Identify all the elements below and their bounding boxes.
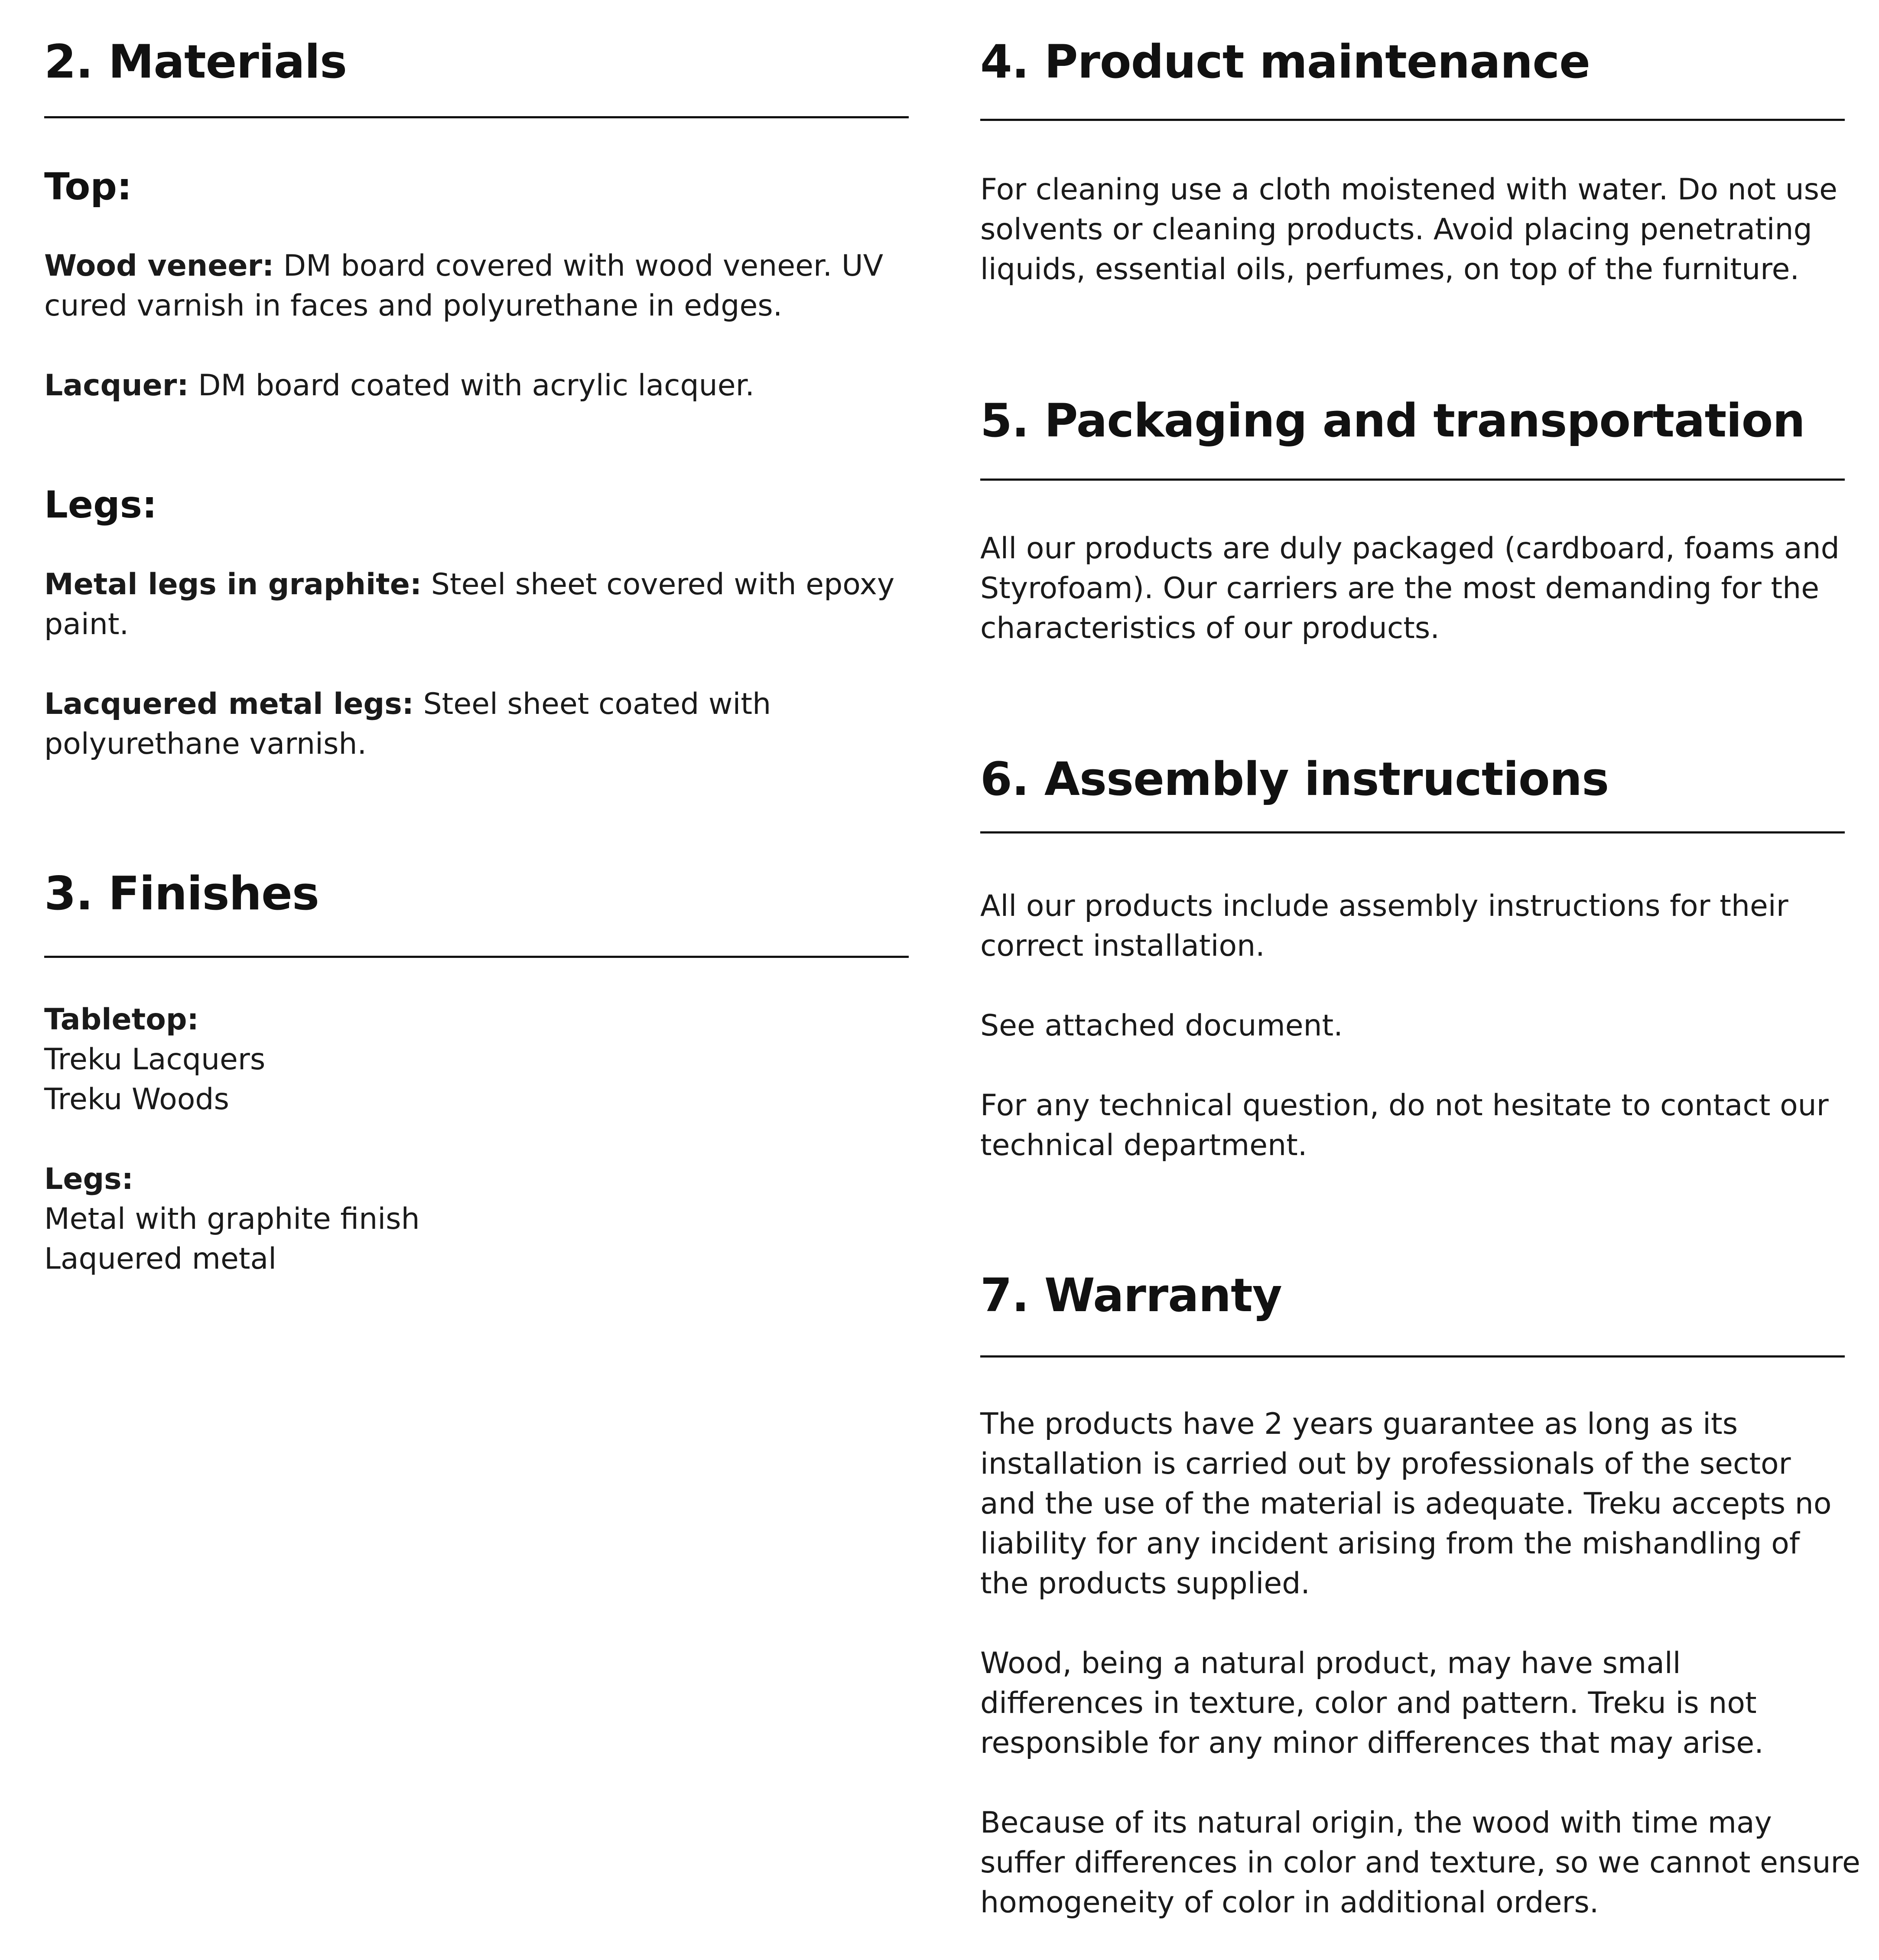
assembly-p1 (980, 886, 1845, 966)
wood-veneer-text-line2: cured varnish in faces and polyurethane in edges. (44, 289, 783, 323)
tabletop-item: Treku Woods (44, 1082, 229, 1117)
graphite-legs-label: Metal legs in graphite: (44, 567, 422, 602)
maintenance-title: 4. Product maintenance (980, 35, 1590, 88)
packaging-section (980, 393, 1845, 645)
maintenance-divider (980, 119, 1845, 121)
assembly-divider (980, 831, 1845, 833)
tabletop-group (44, 1000, 909, 1120)
warranty-p3 (980, 1803, 1860, 1923)
lacquered-legs-label: Lacquered metal legs: (44, 687, 414, 721)
lacquered-legs-item (44, 684, 909, 764)
warranty-p2 (980, 1644, 1845, 1763)
warranty-line: differences in texture, color and pattern. Treku is not (980, 1686, 1757, 1720)
packaging-divider (980, 479, 1845, 481)
wood-veneer-text: DM board covered with wood veneer. UV (274, 249, 884, 283)
warranty-line: homogeneity of color in additional orders. (980, 1885, 1599, 1920)
maintenance-section (980, 34, 1845, 287)
packaging-line: Styrofoam). Our carriers are the most demanding for the (980, 571, 1820, 606)
assembly-line: technical department. (980, 1128, 1307, 1162)
assembly-section (980, 751, 1845, 1162)
legs-finish-item: Laquered metal (44, 1242, 277, 1276)
maintenance-text (980, 170, 1845, 290)
warranty-line: installation is carried out by professionals of the sector (980, 1447, 1791, 1481)
finishes-legs-group (44, 1159, 909, 1279)
materials-title: 2. Materials (44, 35, 347, 88)
wood-veneer-item (44, 246, 909, 326)
warranty-title: 7. Warranty (980, 1269, 1282, 1322)
lacquer-text: DM board coated with acrylic lacquer. (189, 368, 754, 403)
assembly-line: All our products include assembly instructions for their (980, 889, 1788, 923)
assembly-p2 (980, 1006, 1845, 1046)
finishes-legs-heading: Legs: (44, 1162, 133, 1196)
packaging-title: 5. Packaging and transportation (980, 394, 1805, 447)
tabletop-item: Treku Lacquers (44, 1042, 266, 1077)
packaging-line: All our products are duly packaged (cardboard, foams and (980, 531, 1840, 566)
assembly-attached-doc: See attached document. (980, 1009, 1343, 1043)
lacquered-legs-text: Steel sheet coated with (413, 687, 771, 721)
materials-top-group (44, 163, 909, 211)
warranty-divider (980, 1355, 1845, 1358)
legs-heading: Legs: (44, 483, 157, 527)
packaging-text (980, 529, 1845, 648)
warranty-line: Wood, being a natural product, may have small (980, 1646, 1681, 1680)
warranty-line: The products have 2 years guarantee as long as its (980, 1407, 1738, 1441)
warranty-line: and the use of the material is adequate. Treku accepts no (980, 1487, 1832, 1521)
graphite-legs-text: Steel sheet covered with epoxy (422, 567, 895, 602)
graphite-legs-text-line2: paint. (44, 607, 129, 641)
lacquered-legs-text-line2: polyurethane varnish. (44, 727, 367, 761)
warranty-line: Because of its natural origin, the wood with time may (980, 1806, 1772, 1840)
warranty-section (980, 1267, 1860, 1920)
finishes-section (44, 866, 909, 1276)
maintenance-line: liquids, essential oils, perfumes, on top of the furniture. (980, 252, 1800, 287)
finishes-divider (44, 956, 909, 958)
warranty-p1 (980, 1404, 1845, 1604)
materials-section (44, 34, 909, 761)
warranty-line: suffer differences in color and texture, so we cannot ensure (980, 1846, 1860, 1880)
materials-divider (44, 116, 909, 118)
maintenance-line: solvents or cleaning products. Avoid placing penetrating (980, 212, 1812, 247)
assembly-line: correct installation. (980, 929, 1265, 963)
wood-veneer-label: Wood veneer: (44, 249, 274, 283)
maintenance-line: For cleaning use a cloth moistened with water. Do not use (980, 173, 1837, 207)
lacquer-label: Lacquer: (44, 368, 189, 403)
assembly-p3 (980, 1086, 1845, 1166)
assembly-line: For any technical question, do not hesitate to contact our (980, 1088, 1829, 1123)
top-heading: Top: (44, 165, 132, 208)
warranty-line: responsible for any minor differences that may arise. (980, 1726, 1764, 1760)
materials-legs-group (44, 481, 909, 529)
graphite-legs-item (44, 565, 909, 645)
finishes-title: 3. Finishes (44, 867, 319, 920)
warranty-line: the products supplied. (980, 1566, 1310, 1601)
assembly-title: 6. Assembly instructions (980, 752, 1609, 806)
tabletop-heading: Tabletop: (44, 1003, 199, 1037)
packaging-line: characteristics of our products. (980, 611, 1440, 645)
warranty-line: liability for any incident arising from the mishandling of (980, 1527, 1800, 1561)
legs-finish-item: Metal with graphite finish (44, 1202, 420, 1236)
lacquer-item (44, 366, 909, 406)
